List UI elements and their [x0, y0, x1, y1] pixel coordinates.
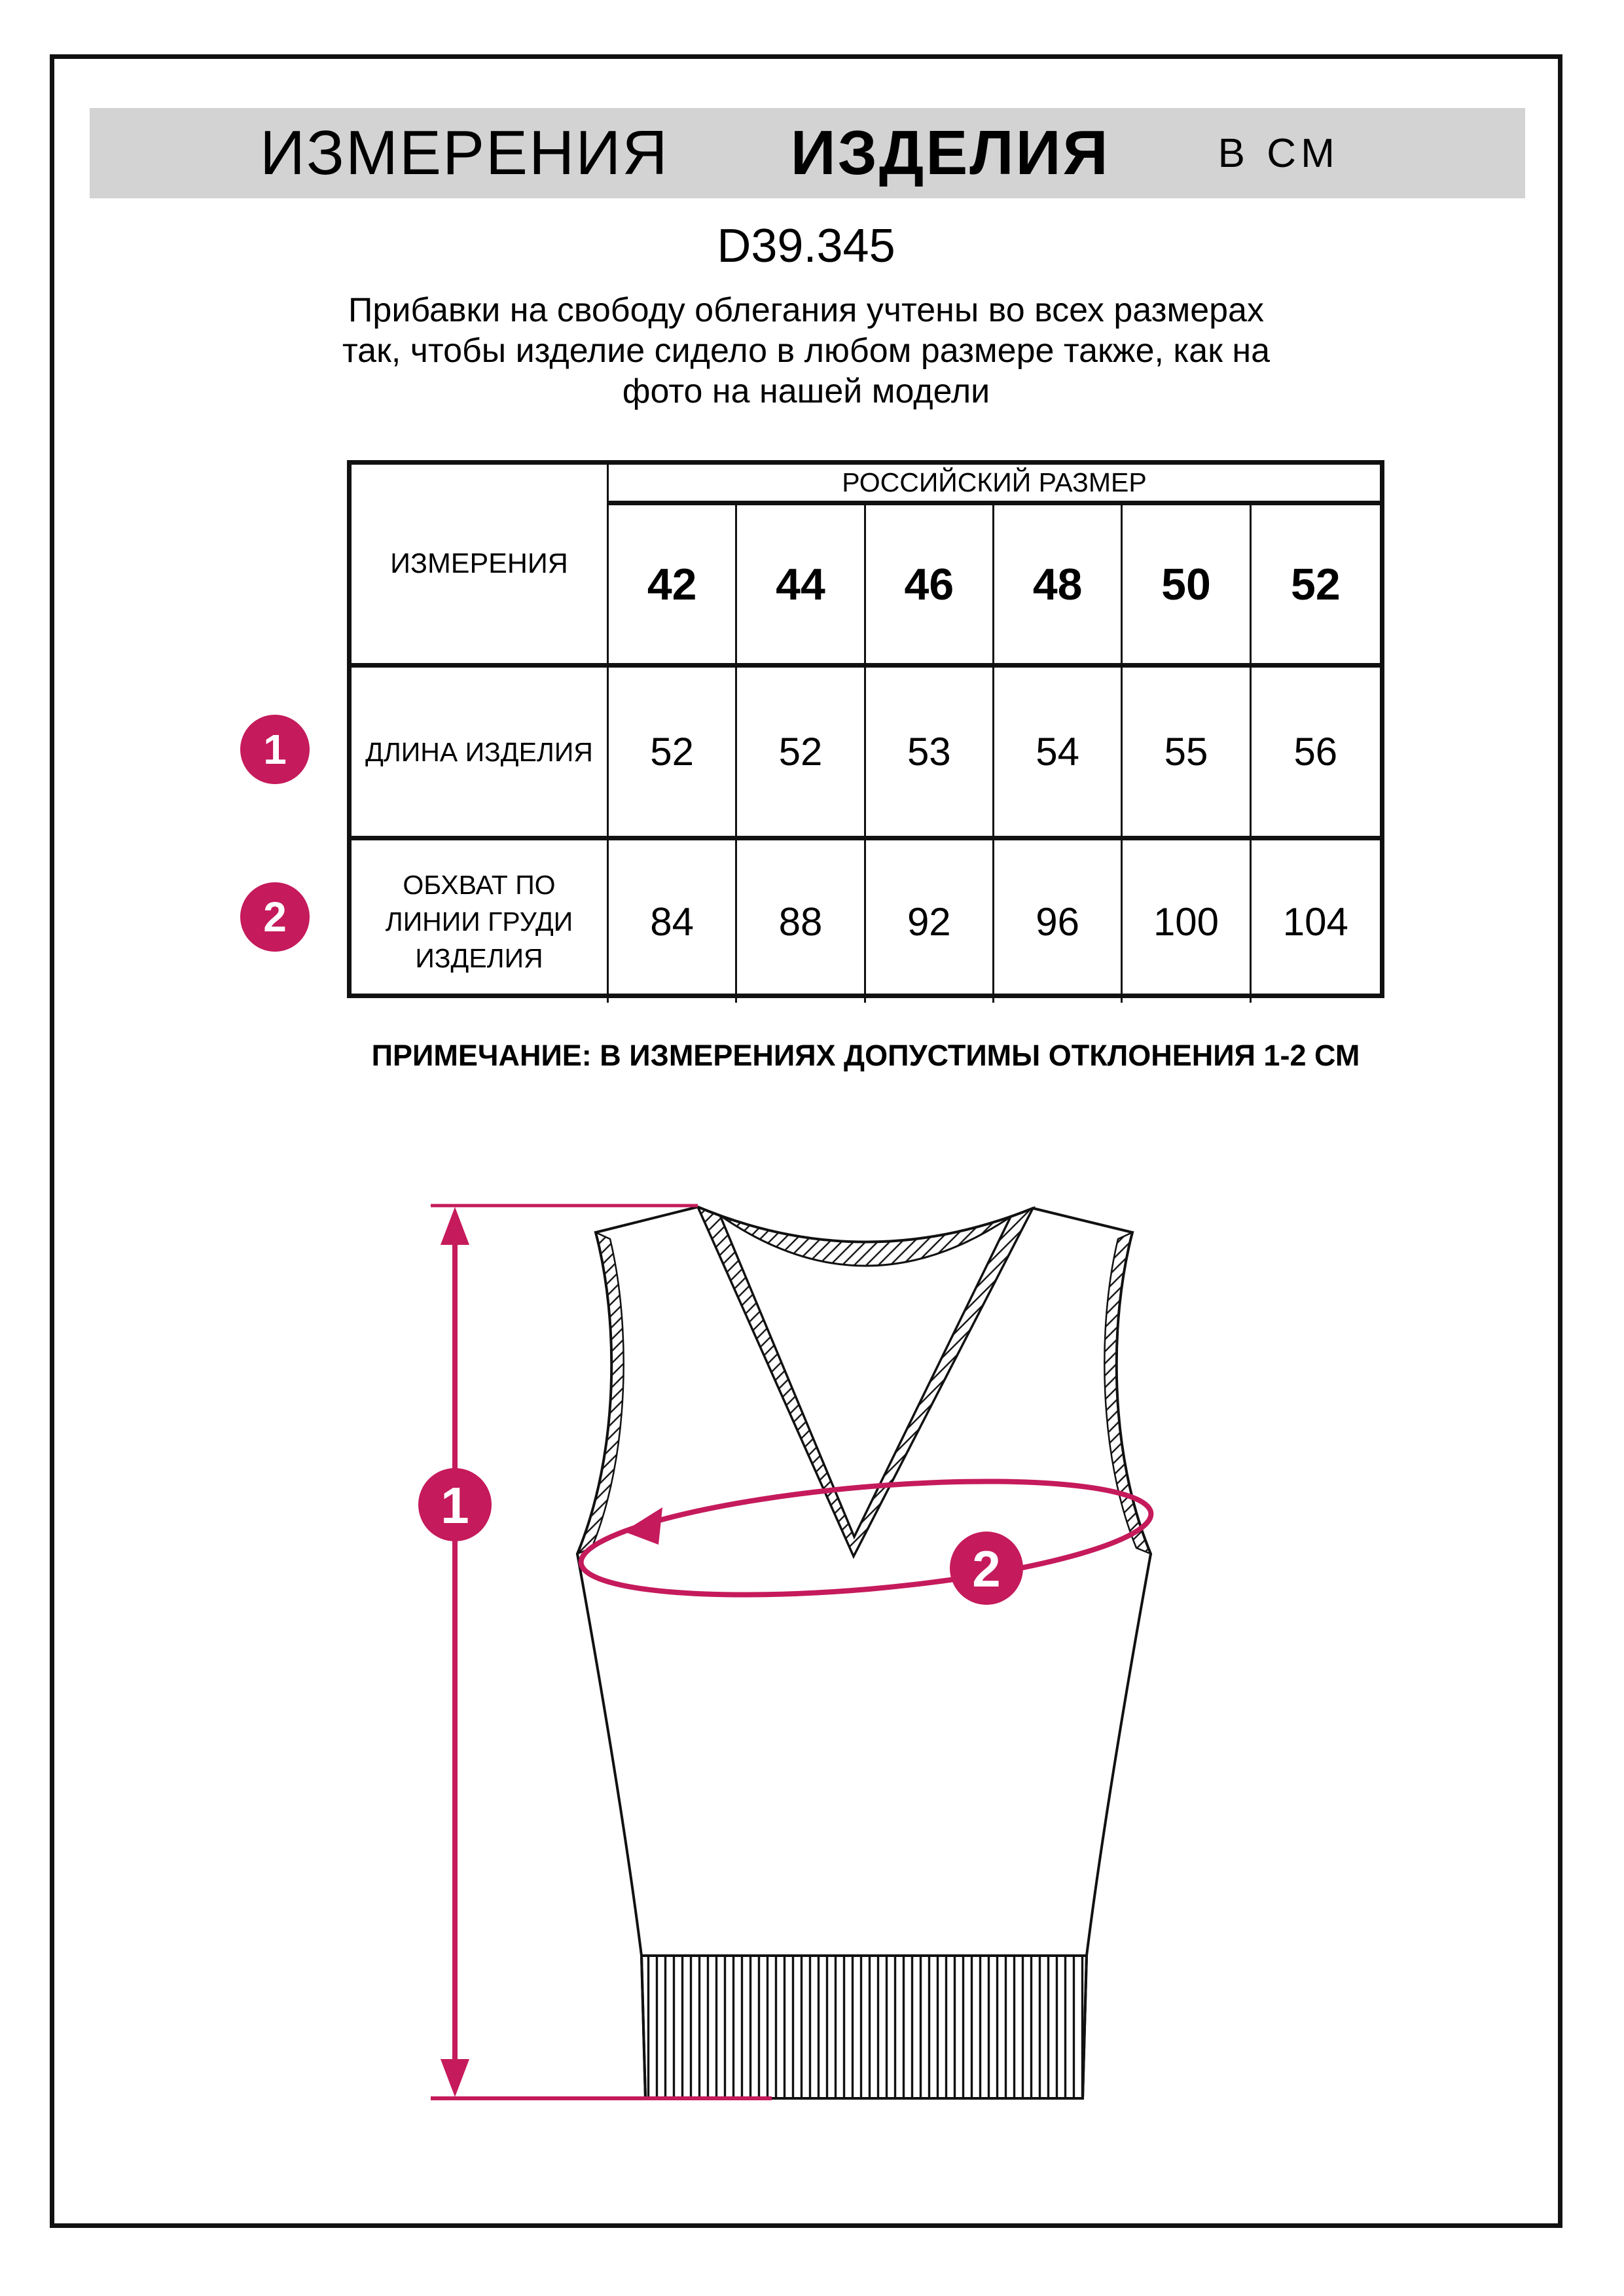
table-group-header: РОССИЙСКИЙ РАЗМЕР: [609, 465, 1380, 505]
value-cell: 92: [866, 840, 994, 1003]
hem-band: [641, 1956, 1087, 2098]
product-code: D39.345: [717, 220, 895, 272]
value-cell: 104: [1282, 899, 1348, 944]
garment-diagram: [406, 1178, 1296, 2147]
tolerance-note: ПРИМЕЧАНИЕ: В ИЗМЕРЕНИЯХ ДОПУСТИМЫ ОТКЛОНЕНИЯ 1-2 СМ: [371, 1039, 1360, 1072]
intro-paragraph: [50, 290, 1562, 412]
size-header: 42: [609, 505, 737, 668]
value-cell: 55: [1123, 668, 1251, 840]
length-arrowhead-top: [441, 1207, 469, 1245]
value-cell: 56: [1252, 668, 1380, 840]
value-cell: 53: [866, 668, 994, 840]
value-cell: 96: [994, 840, 1123, 1003]
size-header: 52: [1252, 505, 1380, 668]
intro-line-3: фото на нашей модели: [622, 372, 990, 410]
size-table: [347, 460, 1384, 998]
value-cell: 100: [1123, 840, 1251, 1003]
size-header: 46: [866, 505, 994, 668]
header-bar: [90, 108, 1525, 198]
value-cell: 52: [609, 668, 737, 840]
value-cell: 54: [994, 668, 1123, 840]
diagram-marker-2-label: 2: [972, 1540, 1001, 1598]
size-header: 44: [737, 505, 865, 668]
row-marker-2-badge: 2: [240, 882, 310, 952]
diagram-marker-1-label: 1: [441, 1477, 469, 1534]
row-label-length: ДЛИНА ИЗДЕЛИЯ: [352, 668, 609, 840]
header-word-measurements: ИЗМЕРЕНИЯ: [260, 118, 669, 188]
header-unit-label: В СМ: [1218, 130, 1340, 176]
row-label-chest: ОБХВАТ ПО ЛИНИИ ГРУДИ ИЗДЕЛИЯ: [352, 840, 609, 1003]
size-header: 48: [994, 505, 1123, 668]
header-word-product: ИЗДЕЛИЯ: [790, 118, 1110, 188]
size-header: 50: [1123, 505, 1251, 668]
value-cell: 88: [737, 840, 865, 1003]
value-cell: 52: [737, 668, 865, 840]
table-corner-label: ИЗМЕРЕНИЯ: [352, 465, 609, 668]
value-cell: 84: [609, 840, 737, 1003]
length-arrowhead-bottom: [441, 2059, 469, 2097]
row-marker-1-badge: 1: [240, 715, 310, 784]
intro-line-2: так, чтобы изделие сидело в любом размере также, как на: [342, 332, 1271, 370]
intro-line-1: Прибавки на свободу облегания учтены во всех размерах: [348, 291, 1264, 329]
